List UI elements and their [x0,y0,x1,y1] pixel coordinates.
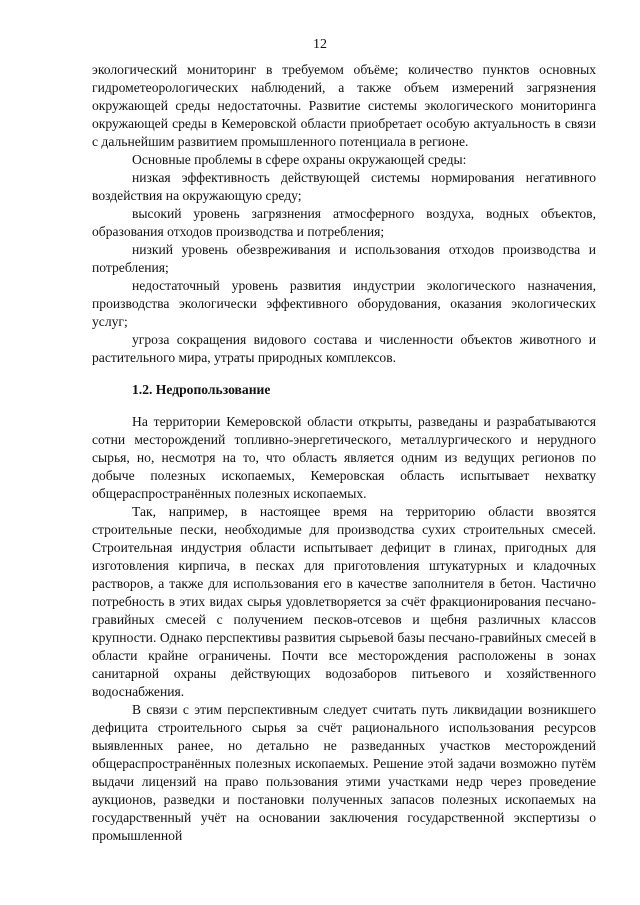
document-body [92,61,596,845]
paragraph-problems-intro: Основные проблемы в сфере охраны окружающей среды: [132,152,467,167]
paragraph: Так, например, в настоящее время на территорию области ввозятся строительные пески, необходимые для производства сухих строительных смесей. Строительная индустрия области испытывает дефицит в глинах, пригодных для изготовления кирпича, в песках для приготовления штукатурных и кладочных растворов, а также для использования его в качестве заполнителя в бетон. Частично потребность в этих видах сырья удовлетворяется за счёт фракционирования песчано-гравийных смесей с получением песков-отсевов и щебня различных классов крупности. Однако перспективы развития сырьевой базы песчано-гравийных смесей в области крайне ограничены. Почти все месторождения расположены в зонах санитарной охраны действующих водозаборов питьевого и хозяйственного водоснабжения. [92,504,596,699]
paragraph: На территории Кемеровской области открыты, разведаны и разрабатываются сотни месторождений топливно-энергетического, металлургического и нерудного сырья, но, несмотря на то, что область является одним из ведущих регионов по добыче полезных ископаемых, Кемеровская область испытывает нехватку общераспространённых полезных ископаемых. [92,414,596,501]
list-item-problem: угроза сокращения видового состава и численности объектов животного и растительного мира, утраты природных комплексов. [92,332,596,365]
page-number: 12 [313,37,327,52]
list-item-problem: низкая эффективность действующей системы нормирования негативного воздействия на окружающую среду; [92,170,596,203]
list-item-problem: высокий уровень загрязнения атмосферного воздуха, водных объектов, образования отходов производства и потребления; [92,206,596,239]
section-heading: 1.2. Недропользование [132,382,271,397]
list-item-problem: низкий уровень обезвреживания и использования отходов производства и потребления; [92,242,596,275]
list-item-problem: недостаточный уровень развития индустрии экологического назначения, производства экологически эффективного оборудования, оказания экологических услуг; [92,278,596,329]
paragraph-continued: экологический мониторинг в требуемом объёме; количество пунктов основных гидрометеорологических наблюдений, а также объем измерений загрязнения окружающей среды недостаточны. Развитие системы экологического мониторинга окружающей среды в Кемеровской области приобретает особую актуальность в связи с дальнейшим развитием промышленного потенциала в регионе. [92,62,596,149]
paragraph: В связи с этим перспективным следует считать путь ликвидации возникшего дефицита строительного сырья за счёт рационального использования ресурсов выявленных ранее, но детально не разведанных участков месторождений общераспространённых полезных ископаемых. Решение этой задачи возможно путём выдачи лицензий на право пользования этими участками недр через проведение аукционов, разведки и постановки полученных запасов полезных ископаемых на государственный учёт на основании заключения государственной экспертизы о промышленной [92,702,596,843]
